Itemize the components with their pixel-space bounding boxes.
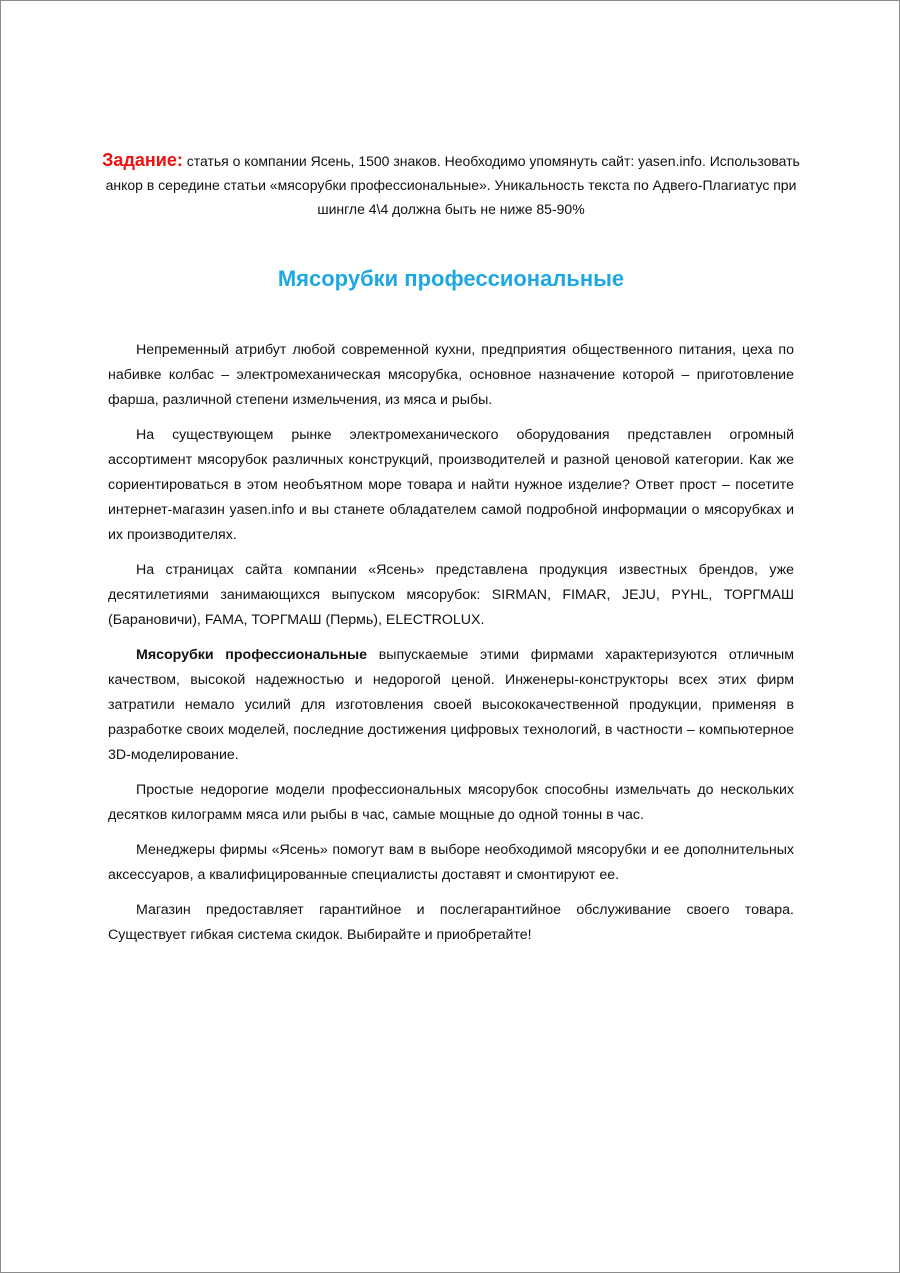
paragraph-1: Непременный атрибут любой современной кухни, предприятия общественного питания, цеха по набивке колбас – электромеханическая мясорубка, основное назначение которой – приготовление фарша, различной степени измельчения, из мяса и рыбы.: [108, 342, 794, 408]
paragraph-5: Простые недорогие модели профессиональных мясорубок способны измельчать до нескольких десятков килограмм мяса или рыбы в час, самые мощные до одной тонны в час.: [108, 782, 794, 823]
article-title: Мясорубки профессиональные: [277, 266, 625, 291]
paragraph-2: На существующем рынке электромеханического оборудования представлен огромный ассортимент мясорубок различных конструкций, производителей и разной ценовой категории. Как же сориентироваться в этом необъятном море товара и найти нужное изделие? Ответ прост – посетите интернет-магазин yasen.info и вы станете обладателем самой подробной информации о мясорубках и их производителях.: [108, 427, 794, 543]
task-label: Задание:: [102, 150, 183, 170]
task-description: [101, 148, 801, 221]
paragraph-7: Магазин предоставляет гарантийное и послегарантийное обслуживание своего товара. Существует гибкая система скидок. Выбирайте и приобретайте!: [108, 902, 794, 943]
anchor-text: Мясорубки профессиональные: [136, 647, 368, 663]
article-body: [108, 338, 794, 958]
paragraph-4: [108, 643, 794, 768]
paragraph-4-text: выпускаемые этими фирмами характеризуются отличным качеством, высокой надежностью и недорогой ценой. Инженеры-конструкторы всех этих фирм затратили немало усилий для изготовления своей высококачественной продукции, применяя в разработке своих моделей, последние достижения цифровых технологий, в частности – компьютерное 3D-моделирование.: [108, 647, 794, 763]
paragraph-3: На страницах сайта компании «Ясень» представлена продукция известных брендов, уже десятилетиями занимающихся выпуском мясорубок: SIRMAN, FIMAR, JEJU, PYHL, ТОРГМАШ (Барановичи), FAMA, ТОРГМАШ (Пермь), ELECTROLUX.: [108, 562, 794, 628]
paragraph-6: Менеджеры фирмы «Ясень» помогут вам в выборе необходимой мясорубки и ее дополнительных аксессуаров, а квалифицированные специалисты доставят и смонтируют ее.: [108, 842, 794, 883]
task-text: статья о компании Ясень, 1500 знаков. Необходимо упомянуть сайт: yasen.info. Использовать анкор в середине статьи «мясорубки профессиональные». Уникальность текста по Адвего-Плагиатус при шингле 4\4 должна быть не ниже 85-90%: [105, 153, 800, 217]
